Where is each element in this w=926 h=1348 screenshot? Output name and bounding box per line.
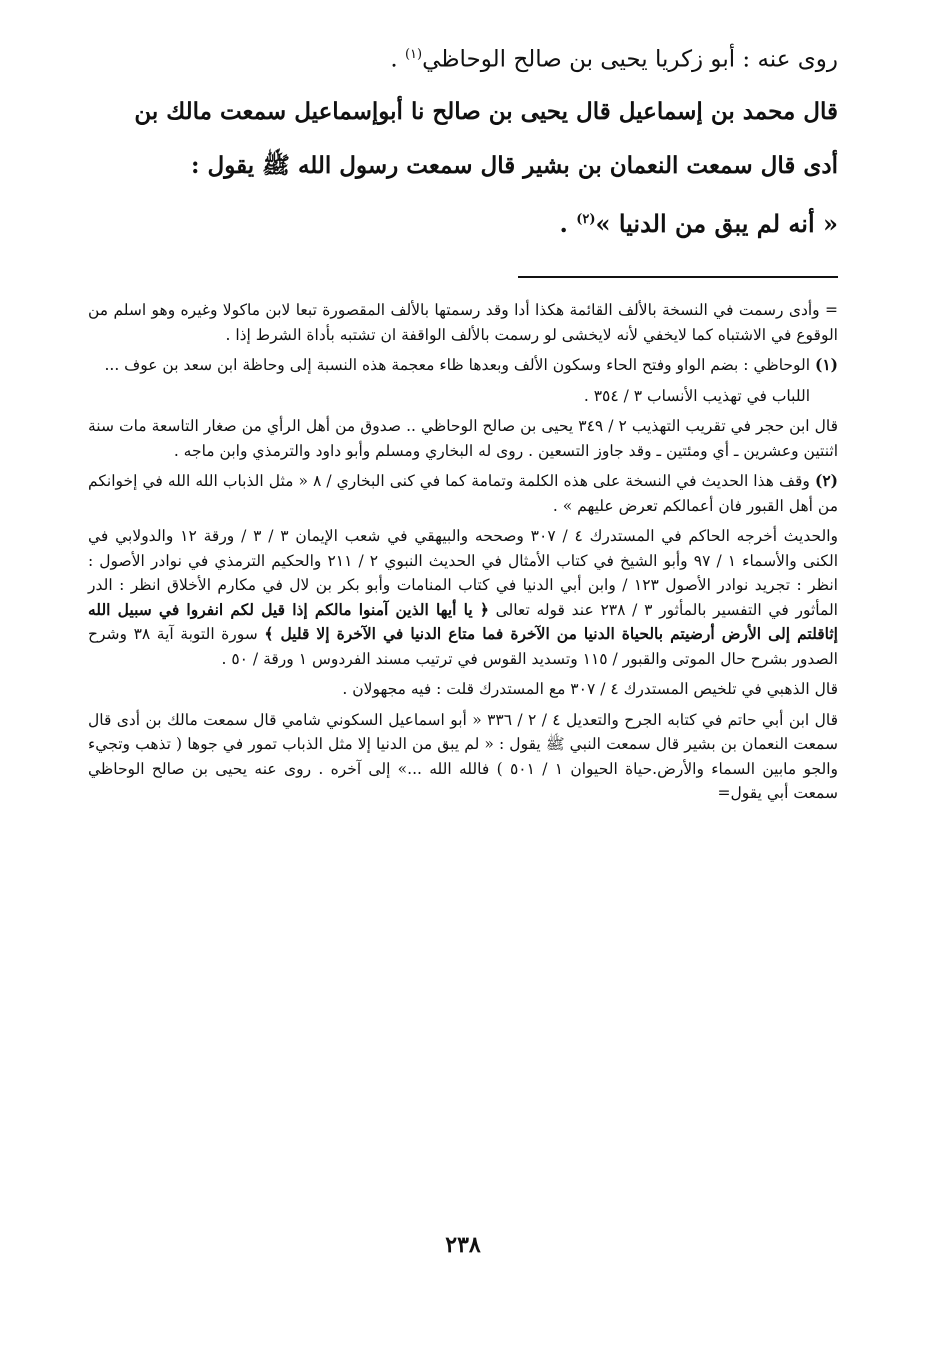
footnote-ref-2[interactable]: (٢) xyxy=(576,211,596,227)
page-number: ٢٣٨ xyxy=(445,1232,481,1258)
takhrij-text: والحديث أخرجه الحاكم في المستدرك ٤ / ٣٠٧ وصححه والبيهقي في شعب الإيمان ٣ / ٣ / ورقة ١٢ والدولابي في الكنى والأسماء ١ / ٩٧ وأبو الشيخ في كتاب الأمثال في الحديث النبوي ٢ / ٢١١ والحكيم الترمذي في نوادر الأصول : انظر : تجريد نوادر الأصول ١٢٣ / وابن أبي الدنيا في كتاب المنامات وأبو بكر بن لال في مكارم الأخلاق انظر : الدر المأثور في التفسير بالمأثور ٣ / ٢٣٨ عند قوله تعالى xyxy=(88,527,839,619)
chain-line-1: قال محمد بن إسماعيل قال يحيى بن صالح نا أبوإسماعيل سمعت مالك بن xyxy=(134,97,838,125)
footnote-1-taqrib: قال ابن حجر في تقريب التهذيب ٢ / ٣٤٩ يحيى بن صالح الوحاظي .. صدوق من أهل الرأي من صغار التاسعة مات سنة اثنتين وعشرين ـ أي ومئتين ـ وقد جاوز التسعين . روى له البخاري ومسلم وأبو داود والترمذي وابن ماجه . xyxy=(88,417,839,460)
footnote-1 xyxy=(88,353,838,378)
narrator-line xyxy=(83,30,838,85)
main-text xyxy=(83,30,838,251)
narrator-text: روى عنه : أبو زكريا يحيى بن صالح الوحاظي xyxy=(422,46,838,73)
footnote-number: (٢) xyxy=(814,471,838,490)
footnote-text: الوحاظي : بضم الواو وفتح الحاء وسكون الألف وبعدها ظاء معجمة هذه النسبة إلى وحاظة ابن سعد بن عوف ... xyxy=(104,356,811,374)
line-end: . xyxy=(390,46,405,73)
footnote-1-source: اللباب في تهذيب الأنساب ٣ / ٣٥٤ . xyxy=(583,386,810,405)
footnote-separator xyxy=(518,276,838,278)
hadith-line xyxy=(83,193,838,251)
takhrij-text-2: سورة التوبة آية ٣٨ وشرح الصدور بشرح حال الموتى والقبور / ١١٥ وتسديد القوس في ترتيب مسند الفردوس ١ ورقة / ٥٠ . xyxy=(88,625,838,668)
quran-verse: ﴿ يا أيها الذين آمنوا مالكم إذا قيل لكم انفروا في سبيل الله إثاقلتم إلى الأرض أرضيتم بالحياة الدنيا من الآخرة فما متاع الدنيا في الآخرة إلا قليل ﴾ xyxy=(88,599,838,643)
hadith-text: « أنه لم يبق من الدنيا » xyxy=(595,208,838,238)
footnote-2 xyxy=(88,469,838,518)
footnote-2-abi-hatim: قال ابن أبي حاتم في كتابه الجرح والتعديل ٤ / ٢ / ٣٣٦ « أبو اسماعيل السكوني شامي قال سمعت مالك بن أدى قال سمعت النعمان بن بشير قال سمعت النبي ﷺ يقول : « لم يبق من الدنيا إلا مثل الذباب تمور في جوها ( تذهب وتجيء والجو مابين السماء والأرض.حياة الحيوان ١ / ٥٠١ ) فالله الله ...» إلى آخره . روى عنه يحيى بن صالح الوحاظي سمعت أبي يقول= xyxy=(88,710,839,802)
footnotes xyxy=(88,298,838,812)
footnote-text: وقف هذا الحديث في النسخة على هذه الكلمة وتمامة كما في كنى البخاري / ٨ « مثل الذباب الله الله في إخوانكم من أهل القبور فان أعمالكم تعرض عليهم » . xyxy=(88,472,838,515)
chain-line-2: أدى قال سمعت النعمان بن بشير قال سمعت رسول الله ﷺ يقول : xyxy=(191,151,838,179)
footnote-continuation: = وأدى رسمت في النسخة بالألف القائمة هكذا أدا وقد رسمتها بالألف المقصورة تبعا لابن ماكولا وغيره وهو اسلم من الوقوع في الاشتباه كما لايخفي لأنه لايخشى لو رسمت بالألف الواقفة ان تشتبه بأداة الشرط إذا . xyxy=(88,301,838,344)
line-end: . xyxy=(559,208,577,238)
footnote-2-takhrij xyxy=(88,524,838,671)
footnote-2-dhahabi: قال الذهبي في تلخيص المستدرك ٤ / ٣٠٧ مع المستدرك قلت : فيه مجهولان . xyxy=(342,680,838,698)
footnote-ref-1[interactable]: (١) xyxy=(404,47,423,62)
footnote-number: (١) xyxy=(814,355,838,374)
